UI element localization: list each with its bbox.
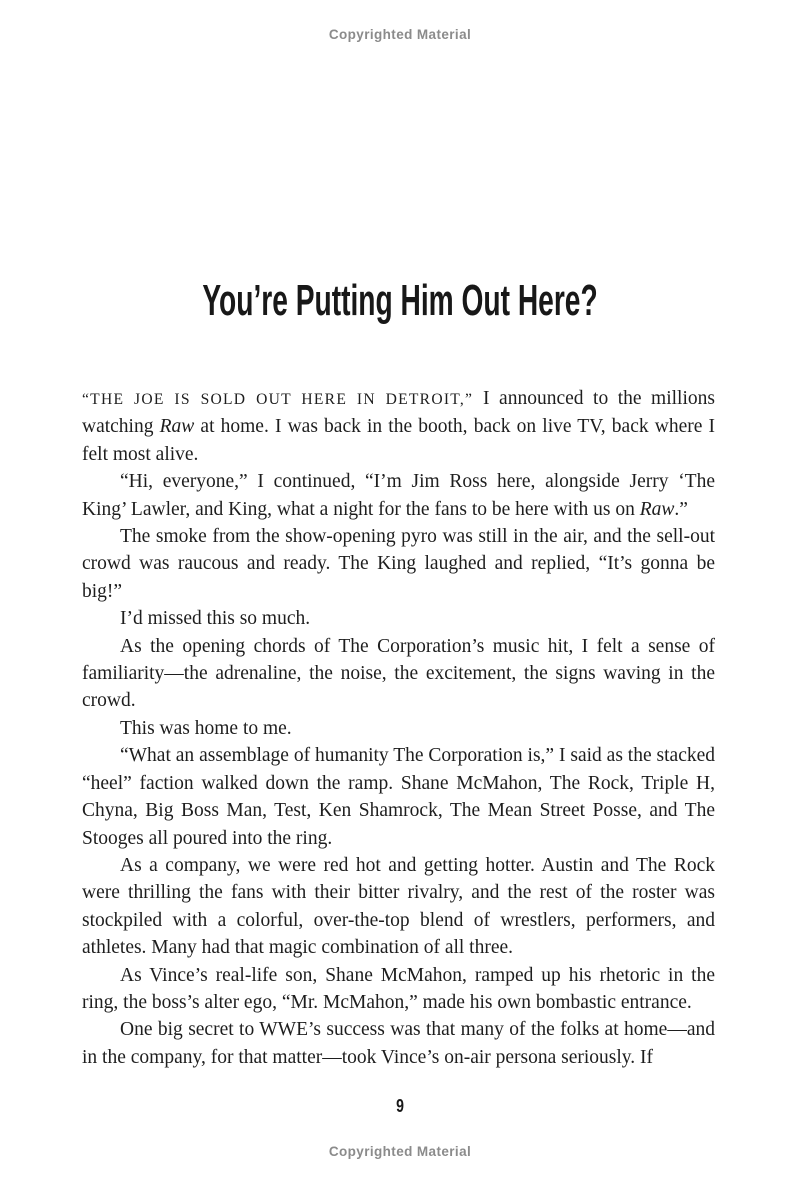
text-segment: Raw [639, 498, 675, 520]
text-segment: I announced to the millions watching [82, 388, 715, 438]
copyright-notice-top: Copyrighted Material [328, 27, 472, 42]
paragraph [82, 468, 715, 523]
text-segment: “THE JOE IS SOLD OUT HERE IN DETROIT,” [82, 391, 484, 408]
page-number: 9 [396, 1096, 404, 1116]
text-segment: One big secret to WWE’s success was that many of the folks at home—and in the company, for that matter—took Vince’s on-air persona seriously. If [82, 1019, 715, 1068]
paragraph [82, 742, 715, 852]
paragraph [82, 523, 715, 605]
paragraph [82, 385, 715, 468]
text-segment: As the opening chords of The Corporation’s music hit, I felt a sense of familiarity—the adrenaline, the noise, the excitement, the signs waving in the crowd. [82, 635, 715, 712]
text-segment: Raw [159, 416, 195, 438]
text-segment: As a company, we were red hot and getting hotter. Austin and The Rock were thrilling the fans with their bitter rivalry, and the rest of the roster was stockpiled with a colorful, over-the-top blend of wrestlers, performers, and athletes. Many had that magic combination of all three. [82, 854, 715, 959]
paragraph [82, 715, 715, 742]
paragraph [82, 633, 715, 715]
paragraph [82, 1016, 715, 1071]
paragraph [82, 605, 715, 632]
text-segment: .” [674, 498, 688, 520]
copyright-notice-bottom: Copyrighted Material [328, 1144, 472, 1159]
text-segment: “What an assemblage of humanity The Corporation is,” I said as the stacked “heel” faction walked down the ramp. Shane McMahon, The Rock, Triple H, Chyna, Big Boss Man, Test, Ken Shamrock, The Mean Street Posse, and The Stooges all poured into the ring. [82, 745, 715, 849]
paragraph [82, 852, 715, 962]
chapter-title: You’re Putting Him Out Here? [202, 276, 598, 325]
text-segment: at home. I was back in the booth, back on live TV, back where I felt most alive. [82, 416, 715, 465]
text-segment: As Vince’s real-life son, Shane McMahon, ramped up his rhetoric in the ring, the boss’s alter ego, “Mr. McMahon,” made his own bombastic entrance. [82, 964, 715, 1013]
text-segment: I’d missed this so much. [120, 608, 311, 630]
page-body [82, 385, 715, 1071]
text-segment: The smoke from the show-opening pyro was still in the air, and the sell-out crowd was raucous and ready. The King laughed and replied, “It’s gonna be big!” [82, 526, 715, 602]
text-segment: This was home to me. [120, 717, 292, 739]
paragraph [82, 962, 715, 1017]
text-segment: “Hi, everyone,” I continued, “I’m Jim Ross here, alongside Jerry ‘The King’ Lawler, and King, what a night for the fans to be here with us on [82, 471, 715, 520]
